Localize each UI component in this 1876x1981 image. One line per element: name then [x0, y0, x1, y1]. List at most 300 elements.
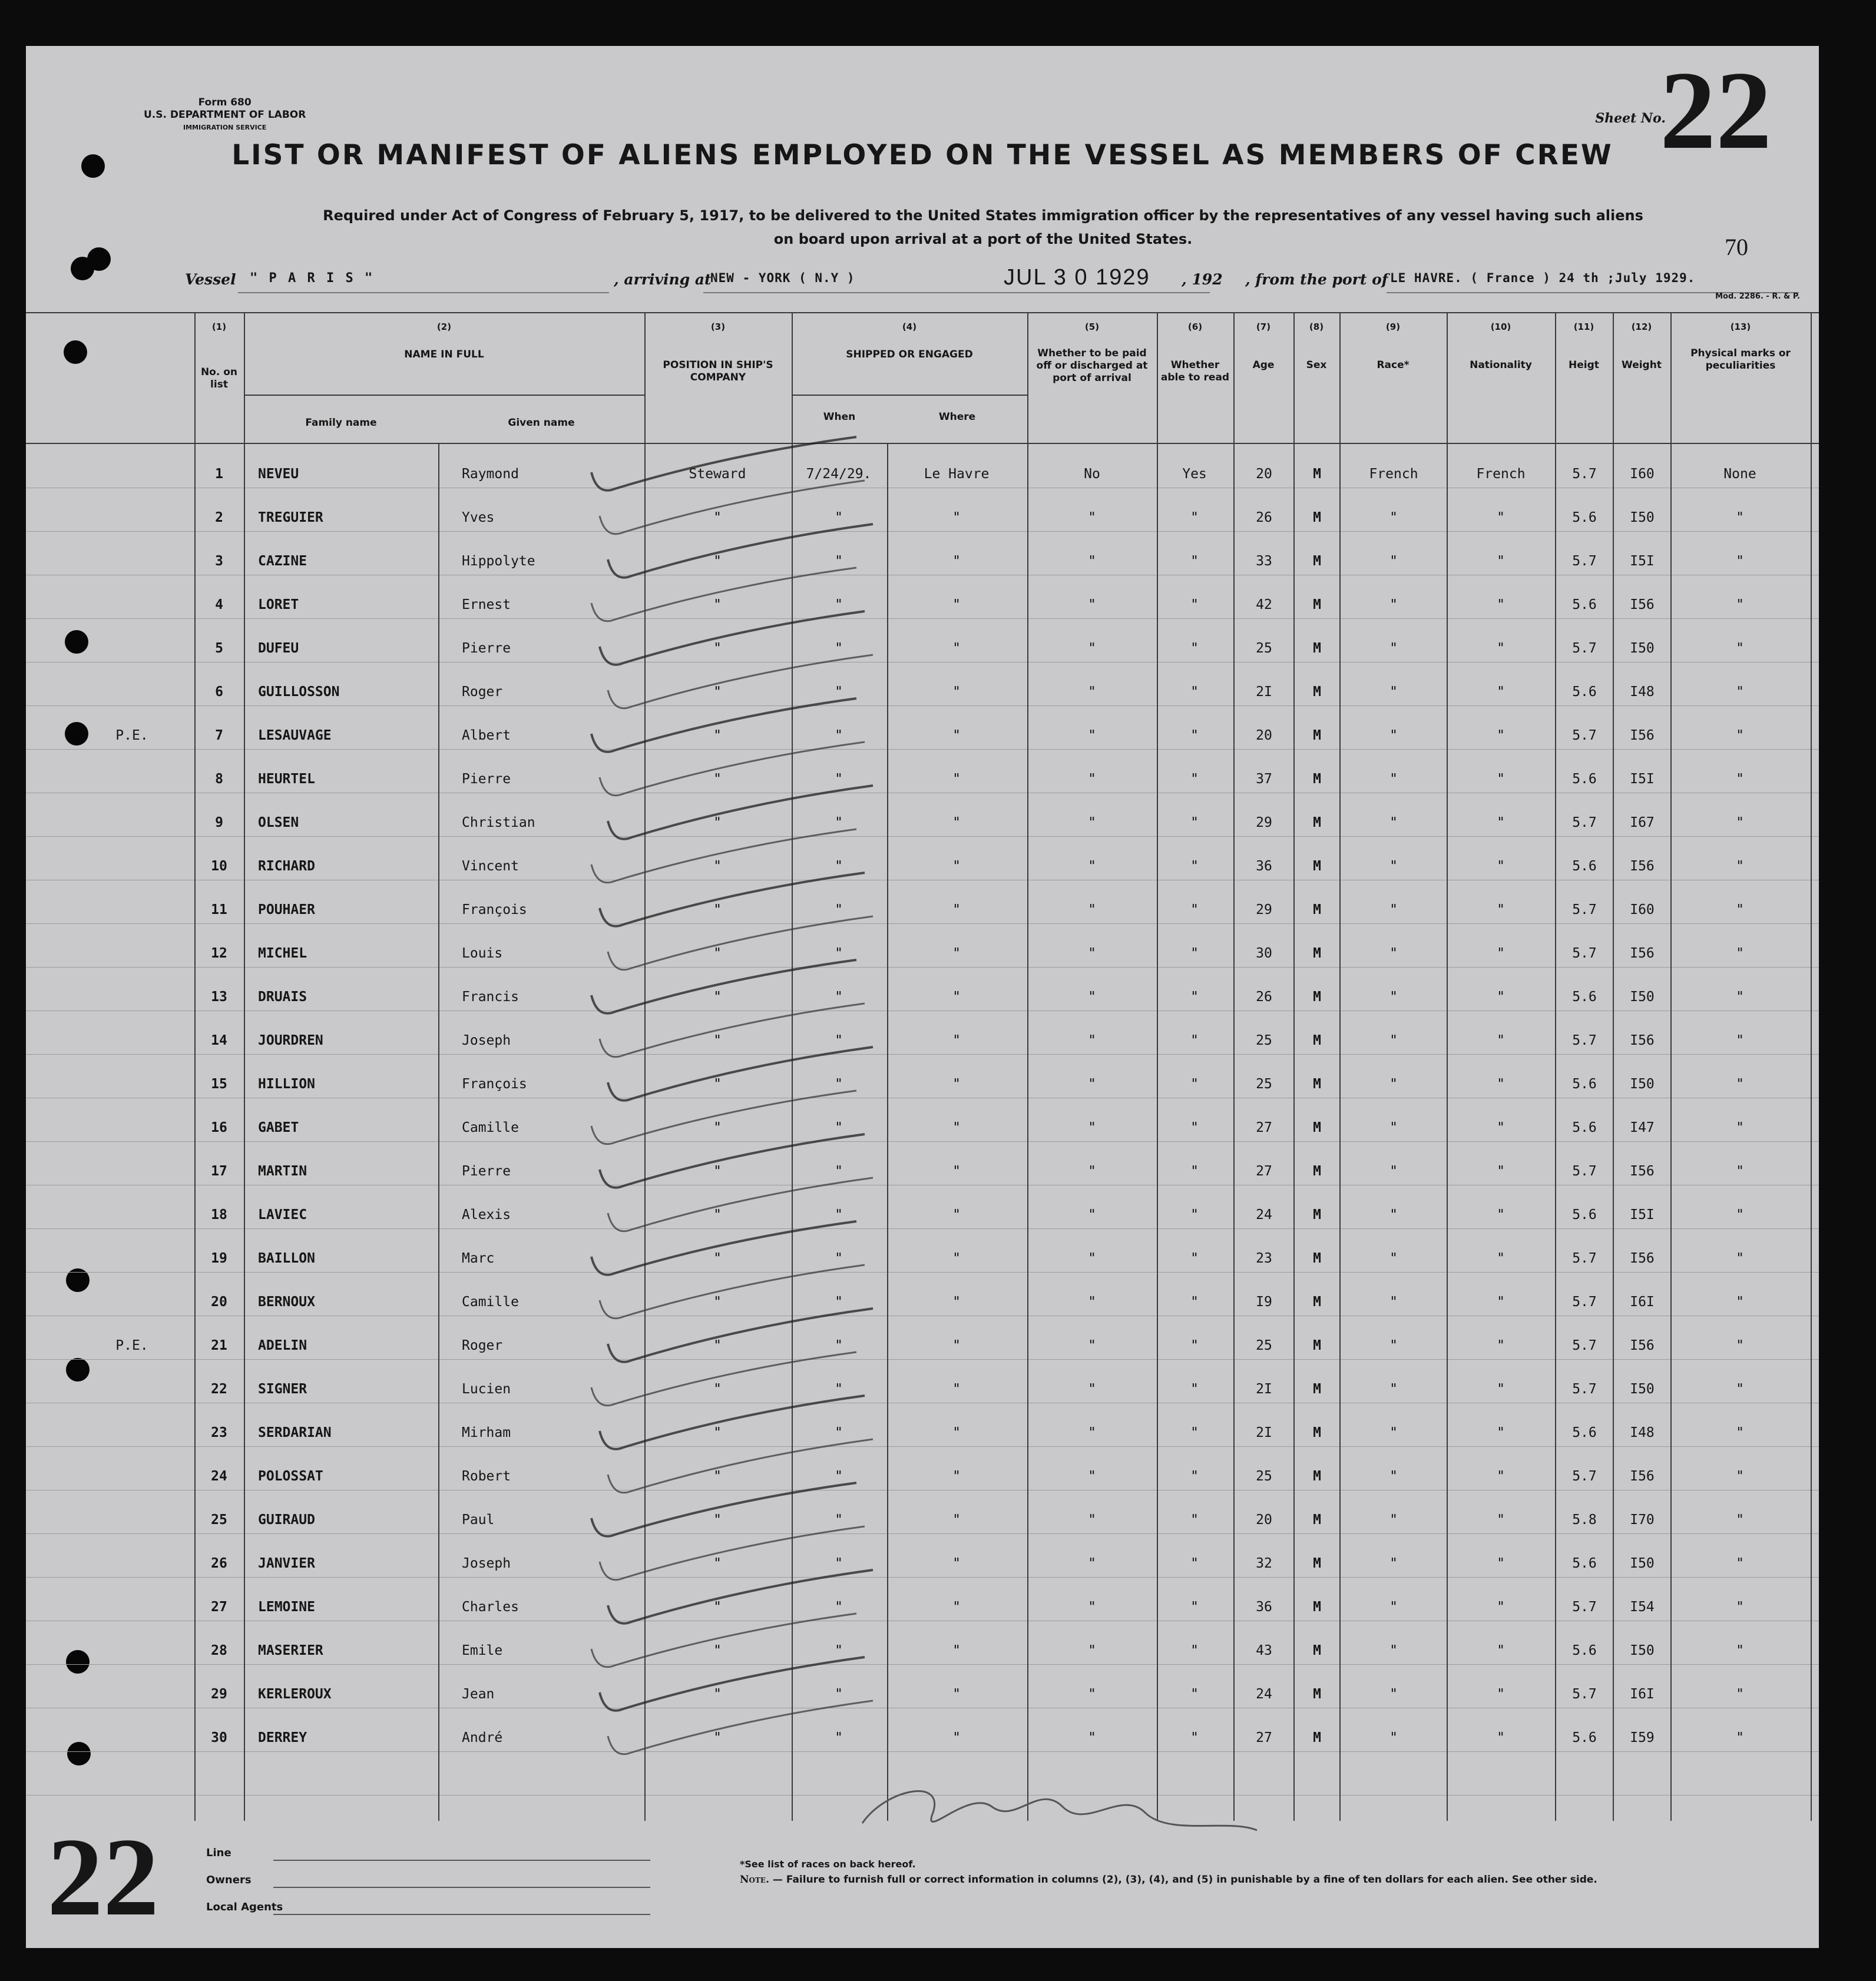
cell-race: " [1389, 1382, 1398, 1397]
cell-race: " [1389, 684, 1398, 700]
cell-age: 2I [1256, 1382, 1272, 1397]
cell-sex: M [1313, 728, 1321, 743]
column-subheader: Where [938, 411, 976, 423]
cell-sex: M [1313, 1033, 1321, 1048]
cell-sex: M [1313, 1076, 1321, 1092]
cell-weight: I67 [1630, 815, 1655, 830]
cell-no: 14 [211, 1033, 227, 1048]
cell-when: " [835, 989, 843, 1005]
cell-race: " [1389, 1469, 1398, 1484]
check-mark [608, 1570, 873, 1624]
cell-age: 25 [1256, 1338, 1272, 1353]
cell-height: 5.7 [1572, 1382, 1597, 1397]
cell-age: 27 [1256, 1164, 1272, 1179]
arriving-port: NEW - YORK ( N.Y ) [710, 271, 855, 285]
cell-nat: " [1497, 1033, 1505, 1048]
cell-where: " [952, 597, 961, 612]
cell-where: " [952, 728, 961, 743]
cell-when: " [835, 510, 843, 525]
cell-age: 36 [1256, 1599, 1272, 1615]
cell-weight: I56 [1630, 1033, 1655, 1048]
cell-weight: I5I [1630, 771, 1655, 787]
cell-given: Camille [462, 1120, 519, 1135]
column-number: (8) [1309, 322, 1324, 332]
cell-marks: " [1736, 1251, 1744, 1266]
cell-weight: I56 [1630, 1164, 1655, 1179]
cell-given: Christian [462, 815, 535, 830]
column-header: Nationality [1470, 359, 1532, 371]
subtitle-line-2: on board upon arrival at a port of the United States. [773, 231, 1193, 247]
cell-marks: " [1736, 1469, 1744, 1484]
cell-height: 5.7 [1572, 1164, 1597, 1179]
cell-where: " [952, 1338, 961, 1353]
cell-weight: I56 [1630, 1338, 1655, 1353]
check-mark [608, 786, 873, 839]
cell-given: Yves [462, 510, 495, 525]
cell-weight: I56 [1630, 859, 1655, 874]
cell-no: 10 [211, 859, 227, 874]
cell-sex: M [1313, 1425, 1321, 1440]
column-number: (1) [211, 322, 227, 332]
cell-sex: M [1313, 1120, 1321, 1135]
cell-paid: " [1088, 1294, 1096, 1310]
cell-position: " [713, 554, 722, 569]
cell-nat: " [1497, 946, 1505, 961]
cell-when: " [835, 771, 843, 787]
column-subheader: Given name [508, 417, 575, 429]
cell-age: 25 [1256, 641, 1272, 656]
cell-weight: I56 [1630, 728, 1655, 743]
cell-height: 5.7 [1572, 1033, 1597, 1048]
cell-race: " [1389, 641, 1398, 656]
column-header: Weight [1622, 359, 1662, 371]
cell-no: 20 [211, 1294, 227, 1310]
cell-marks: " [1736, 1730, 1744, 1745]
cell-marks: " [1736, 1382, 1744, 1397]
cell-read: Yes [1182, 466, 1207, 482]
cell-weight: I50 [1630, 510, 1655, 525]
cell-read: " [1190, 1294, 1199, 1310]
cell-marks: " [1736, 728, 1744, 743]
cell-height: 5.6 [1572, 597, 1597, 612]
cell-given: Roger [462, 1338, 503, 1353]
cell-height: 5.6 [1572, 510, 1597, 525]
cell-no: 13 [211, 989, 227, 1005]
cell-position: " [713, 1076, 722, 1092]
cell-given: Vincent [462, 859, 519, 874]
penalty-note [740, 1874, 1597, 1886]
cell-sex: M [1313, 1251, 1321, 1266]
cell-height: 5.7 [1572, 641, 1597, 656]
cell-read: " [1190, 597, 1199, 612]
check-mark [600, 1003, 865, 1057]
column-header: Race* [1377, 359, 1410, 371]
column-subheader: When [823, 411, 856, 423]
cell-when: " [835, 1687, 843, 1702]
cell-paid: " [1088, 946, 1096, 961]
cell-no: 19 [211, 1251, 227, 1266]
cell-weight: I56 [1630, 1469, 1655, 1484]
cell-sex: M [1313, 1599, 1321, 1615]
cell-no: 28 [211, 1643, 227, 1658]
service-name: IMMIGRATION SERVICE [183, 124, 267, 131]
arriving-label: , arriving at [614, 271, 712, 288]
cell-where: " [952, 1076, 961, 1092]
cell-when: " [835, 684, 843, 700]
cell-position: " [713, 946, 722, 961]
cell-when: " [835, 728, 843, 743]
cell-position: " [713, 771, 722, 787]
cell-race: " [1389, 510, 1398, 525]
cell-when: " [835, 902, 843, 917]
cell-given: Albert [462, 728, 511, 743]
cell-marks: " [1736, 902, 1744, 917]
check-mark [608, 1439, 873, 1493]
cell-nat: " [1497, 1730, 1505, 1745]
cell-marks: " [1736, 1033, 1744, 1048]
cell-marks: " [1736, 684, 1744, 700]
cell-given: Robert [462, 1469, 511, 1484]
cell-family: GUILLOSSON [258, 684, 340, 700]
cell-position: " [713, 1599, 722, 1615]
cell-height: 5.6 [1572, 1076, 1597, 1092]
subtitle-line-1: Required under Act of Congress of February 5, 1917, to be delivered to the United States immigration officer by the representatives of any vessel having such aliens [323, 207, 1643, 224]
cell-given: Joseph [462, 1033, 511, 1048]
page-count: 70 [1725, 234, 1748, 260]
cell-position: " [713, 1164, 722, 1179]
check-mark [600, 1265, 865, 1319]
page-title: LIST OR MANIFEST OF ALIENS EMPLOYED ON THE VESSEL AS MEMBERS OF CREW [231, 139, 1613, 171]
cell-weight: I6I [1630, 1687, 1655, 1702]
cell-age: 43 [1256, 1643, 1272, 1658]
cell-where: " [952, 1556, 961, 1571]
cell-weight: I56 [1630, 597, 1655, 612]
cell-read: " [1190, 771, 1199, 787]
cell-no: 16 [211, 1120, 227, 1135]
cell-marks: " [1736, 859, 1744, 874]
cell-family: GUIRAUD [258, 1512, 315, 1528]
cell-sex: M [1313, 1338, 1321, 1353]
cell-height: 5.7 [1572, 554, 1597, 569]
cell-height: 5.7 [1572, 946, 1597, 961]
cell-marks: " [1736, 815, 1744, 830]
cell-read: " [1190, 554, 1199, 569]
mod-note: Mod. 2286. - R. & P. [1715, 292, 1800, 301]
year-prefix: , 192 [1182, 271, 1223, 288]
cell-where: " [952, 1730, 961, 1745]
cell-family: HILLION [258, 1076, 315, 1092]
cell-paid: " [1088, 1251, 1096, 1266]
cell-family: CAZINE [258, 554, 307, 569]
cell-position: " [713, 989, 722, 1005]
cell-nat: French [1476, 466, 1526, 482]
department-name: U.S. DEPARTMENT OF LABOR [144, 109, 306, 121]
cell-position: " [713, 1425, 722, 1440]
cell-given: Pierre [462, 771, 511, 787]
vessel-name: " P A R I S " [250, 271, 375, 286]
cell-where: " [952, 989, 961, 1005]
cell-age: 25 [1256, 1033, 1272, 1048]
cell-paid: " [1088, 1338, 1096, 1353]
cell-height: 5.6 [1572, 1556, 1597, 1571]
cell-race: " [1389, 859, 1398, 874]
cell-given: Pierre [462, 641, 511, 656]
column-number: (2) [436, 322, 452, 332]
cell-family: MASERIER [258, 1643, 323, 1658]
cell-marks: " [1736, 510, 1744, 525]
cell-paid: " [1088, 1382, 1096, 1397]
check-mark [608, 1308, 873, 1362]
cell-no: 18 [211, 1207, 227, 1223]
cell-given: Pierre [462, 1164, 511, 1179]
cell-age: 30 [1256, 946, 1272, 961]
sheet-label: Sheet No. [1595, 111, 1666, 126]
cell-read: " [1190, 684, 1199, 700]
cell-paid: " [1088, 1164, 1096, 1179]
cell-weight: I5I [1630, 1207, 1655, 1223]
cell-age: 26 [1256, 510, 1272, 525]
cell-when: " [835, 1512, 843, 1528]
column-number: (7) [1256, 322, 1271, 332]
cell-no: 23 [211, 1425, 227, 1440]
cell-family: LORET [258, 597, 299, 612]
cell-no: 4 [215, 597, 223, 612]
cell-where: " [952, 510, 961, 525]
cell-marks: " [1736, 1687, 1744, 1702]
cell-marks: " [1736, 989, 1744, 1005]
cell-read: " [1190, 989, 1199, 1005]
cell-nat: " [1497, 1425, 1505, 1440]
cell-no: 22 [211, 1382, 227, 1397]
cell-nat: " [1497, 554, 1505, 569]
cell-given: André [462, 1730, 503, 1745]
cell-nat: " [1497, 1469, 1505, 1484]
cell-marks: " [1736, 946, 1744, 961]
check-mark [600, 611, 865, 665]
cell-paid: " [1088, 641, 1096, 656]
cell-no: 7 [215, 728, 223, 743]
cell-given: Emile [462, 1643, 503, 1658]
cell-given: Marc [462, 1251, 495, 1266]
cell-height: 5.7 [1572, 466, 1597, 482]
races-footnote: *See list of races on back hereof. [740, 1859, 916, 1870]
cell-position: " [713, 641, 722, 656]
cell-when: " [835, 859, 843, 874]
cell-nat: " [1497, 902, 1505, 917]
cell-position: " [713, 728, 722, 743]
cell-position: " [713, 684, 722, 700]
cell-age: 27 [1256, 1730, 1272, 1745]
cell-sex: M [1313, 510, 1321, 525]
cell-read: " [1190, 1469, 1199, 1484]
cell-position: " [713, 1033, 722, 1048]
cell-paid: No [1084, 466, 1100, 482]
cell-read: " [1190, 510, 1199, 525]
cell-position: " [713, 1120, 722, 1135]
cell-nat: " [1497, 1643, 1505, 1658]
cell-where: " [952, 946, 961, 961]
cell-no: 6 [215, 684, 223, 700]
column-subheader: Family name [305, 417, 377, 429]
cell-nat: " [1497, 510, 1505, 525]
cell-given: Paul [462, 1512, 495, 1528]
cell-weight: I50 [1630, 989, 1655, 1005]
cell-family: LEMOINE [258, 1599, 315, 1615]
cell-paid: " [1088, 815, 1096, 830]
cell-when: " [835, 597, 843, 612]
sheet-number: 22 [1660, 49, 1772, 173]
cell-family: DUFEU [258, 641, 299, 656]
cell-weight: I50 [1630, 1076, 1655, 1092]
cell-race: " [1389, 815, 1398, 830]
cell-weight: I60 [1630, 902, 1655, 917]
check-mark [600, 1134, 865, 1188]
cell-marks: " [1736, 1338, 1744, 1353]
cell-marks: " [1736, 1294, 1744, 1310]
cell-age: 37 [1256, 771, 1272, 787]
cell-marks: " [1736, 597, 1744, 612]
cell-paid: " [1088, 1469, 1096, 1484]
cell-marks: " [1736, 1076, 1744, 1092]
cell-read: " [1190, 641, 1199, 656]
cell-read: " [1190, 1033, 1199, 1048]
cell-nat: " [1497, 1556, 1505, 1571]
handwritten-checkmarks [26, 46, 1819, 1948]
cell-nat: " [1497, 815, 1505, 830]
cell-family: LAVIEC [258, 1207, 307, 1223]
cell-marks: " [1736, 771, 1744, 787]
cell-no: 27 [211, 1599, 227, 1615]
cell-sex: M [1313, 1382, 1321, 1397]
column-header: Age [1252, 359, 1275, 371]
cell-height: 5.6 [1572, 859, 1597, 874]
cell-nat: " [1497, 989, 1505, 1005]
cell-sex: M [1313, 554, 1321, 569]
cell-height: 5.6 [1572, 989, 1597, 1005]
cell-weight: I50 [1630, 641, 1655, 656]
cell-no: 30 [211, 1730, 227, 1745]
cell-height: 5.7 [1572, 902, 1597, 917]
cell-age: 36 [1256, 859, 1272, 874]
cell-nat: " [1497, 728, 1505, 743]
cell-read: " [1190, 1164, 1199, 1179]
cell-read: " [1190, 1425, 1199, 1440]
cell-read: " [1190, 902, 1199, 917]
cell-read: " [1190, 1643, 1199, 1658]
cell-weight: I50 [1630, 1556, 1655, 1571]
cell-sex: M [1313, 1469, 1321, 1484]
cell-age: 33 [1256, 554, 1272, 569]
cell-nat: " [1497, 1207, 1505, 1223]
cell-paid: " [1088, 554, 1096, 569]
cell-family: LESAUVAGE [258, 728, 332, 743]
cell-age: 20 [1256, 466, 1272, 482]
cell-marks: " [1736, 1512, 1744, 1528]
check-mark [600, 1657, 865, 1711]
column-number: (4) [902, 322, 917, 332]
cell-read: " [1190, 859, 1199, 874]
cell-when: " [835, 1425, 843, 1440]
cell-weight: I5I [1630, 554, 1655, 569]
cell-height: 5.7 [1572, 1599, 1597, 1615]
cell-where: " [952, 1120, 961, 1135]
cell-paid: " [1088, 597, 1096, 612]
cell-read: " [1190, 1599, 1199, 1615]
cell-paid: " [1088, 1556, 1096, 1571]
cell-read: " [1190, 946, 1199, 961]
cell-race: " [1389, 1556, 1398, 1571]
cell-paid: " [1088, 1425, 1096, 1440]
cell-given: Mirham [462, 1425, 511, 1440]
column-header: Sex [1306, 359, 1327, 371]
cell-position: " [713, 1687, 722, 1702]
cell-given: Hippolyte [462, 554, 535, 569]
cell-weight: I50 [1630, 1643, 1655, 1658]
cell-family: MARTIN [258, 1164, 307, 1179]
cell-no: 3 [215, 554, 223, 569]
cell-position: " [713, 510, 722, 525]
cell-read: " [1190, 1076, 1199, 1092]
cell-given: François [462, 902, 527, 917]
cell-nat: " [1497, 1164, 1505, 1179]
cell-where: " [952, 1382, 961, 1397]
cell-position: " [713, 1338, 722, 1353]
cell-height: 5.6 [1572, 1730, 1597, 1745]
cell-family: DERREY [258, 1730, 307, 1745]
check-mark [608, 524, 873, 578]
cell-race: " [1389, 1207, 1398, 1223]
cell-marks: " [1736, 1120, 1744, 1135]
cell-family: MICHEL [258, 946, 307, 961]
cell-where: " [952, 554, 961, 569]
cell-no: 25 [211, 1512, 227, 1528]
cell-sex: M [1313, 1643, 1321, 1658]
cell-age: 23 [1256, 1251, 1272, 1266]
cell-age: 20 [1256, 728, 1272, 743]
cell-weight: I59 [1630, 1730, 1655, 1745]
cell-family: JANVIER [258, 1556, 315, 1571]
cell-paid: " [1088, 771, 1096, 787]
cell-no: 15 [211, 1076, 227, 1092]
cell-race: " [1389, 1730, 1398, 1745]
cell-race: " [1389, 1164, 1398, 1179]
from-port: LE HAVRE. ( France ) 24 th ;July 1929. [1390, 271, 1696, 285]
cell-given: Ernest [462, 597, 511, 612]
cell-marks: " [1736, 1643, 1744, 1658]
cell-height: 5.7 [1572, 1469, 1597, 1484]
cell-age: 2I [1256, 684, 1272, 700]
cell-paid: " [1088, 684, 1096, 700]
cell-marks: " [1736, 1207, 1744, 1223]
cell-when: " [835, 946, 843, 961]
cell-where: " [952, 1294, 961, 1310]
cell-race: " [1389, 1643, 1398, 1658]
cell-read: " [1190, 1382, 1199, 1397]
column-number: (3) [710, 322, 726, 332]
vessel-label: Vessel [185, 271, 236, 288]
cell-weight: I47 [1630, 1120, 1655, 1135]
column-header: Heigt [1569, 359, 1599, 371]
cell-read: " [1190, 1251, 1199, 1266]
cell-height: 5.7 [1572, 1294, 1597, 1310]
footer-sheet-number: 22 [47, 1816, 159, 1939]
cell-sex: M [1313, 466, 1321, 482]
cell-no: 21 [211, 1338, 227, 1353]
cell-when: " [835, 1338, 843, 1353]
cell-sex: M [1313, 1294, 1321, 1310]
cell-paid: " [1088, 1120, 1096, 1135]
cell-weight: I48 [1630, 684, 1655, 700]
